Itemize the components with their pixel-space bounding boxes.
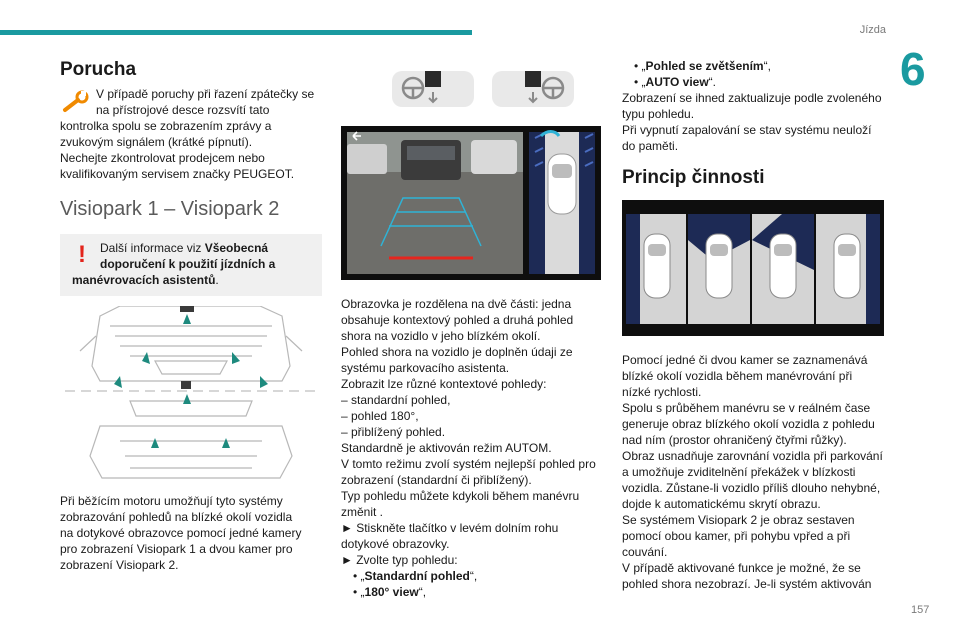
info-note [60,234,322,296]
note-prefix: Další informace viz [100,241,205,255]
column-1 [60,58,322,573]
body-line: nad ním (prostor ohraničený čtyřmi růžky). [622,433,847,447]
body-line: změnit . [341,505,384,519]
column-3 [622,58,884,592]
car-front-camera-illustration [60,306,322,481]
view-type-bullet: • „AUTO view“. [634,75,717,89]
fault-line: zvukovým signálem (krátké pípnutí). [60,135,253,149]
chapter-number: 6 [900,43,926,95]
body-line: zobrazování pohledů na blízké okolí vozidla [60,510,293,524]
body-line: pohled shora nezobrazí. Je-li systém aktivován [622,577,872,591]
view-mode-icons [341,70,601,112]
section-label: Jízda [859,24,886,36]
body-line: Se systémem Visiopark 2 je obraz sestaven [622,513,855,527]
fault-line: na přístrojové desce rozsvítí tato [96,103,270,117]
note-bold-link: Všeobecná doporučení k použití jízdních a manévrovacích asistentů [72,241,276,287]
body-line: – standardní pohled, [341,393,451,407]
body-line: shora na vozidlo v jeho blízkém okolí. [341,329,541,343]
camera-screen-illustration [341,126,601,280]
body-line: Spolu s průběhem manévru se v reálném čase [622,401,871,415]
body-line: pomocí obou kamer, při pohybu vpřed a při [622,529,851,543]
body-line: a umožňuje zviditelnění překážek v blízkosti [622,465,856,479]
body-line: dojde k automatickému skrytí obrazu. [622,497,821,511]
body-line: ► Stiskněte tlačítko v levém dolním rohu [341,521,559,535]
body-line: V případě aktivované funkce je možné, že se [622,561,861,575]
principle-title: Princip činnosti [622,167,765,188]
steering-wheel-forward-icon [491,70,575,108]
top-view-sequence-illustration [622,200,884,336]
column-2 [341,70,601,600]
fault-title: Porucha [60,59,137,80]
view-type-bullet: • „Standardní pohled“, [353,569,478,583]
fault-line: V případě poruchy při řazení zpátečky se [96,87,315,101]
view-type-bullet: • „Pohled se zvětšením“, [634,59,771,73]
body-line: Obrazovka je rozdělena na dvě části: jedna [341,297,572,311]
body-line: V tomto režimu zvolí systém nejlepší pohled pro [341,457,596,471]
body-line: ► Zvolte typ pohledu: [341,553,458,567]
body-line: nízké rychlosti. [622,385,702,399]
body-line: blízké okolí vozidla během manévrování při [622,369,853,383]
fault-line: Nechejte zkontrolovat prodejcem nebo [60,151,265,165]
wrench-warning-icon [60,88,92,118]
body-line: do paměti. [622,139,679,153]
body-line: Pomocí jedné či dvou kamer se zaznamenává [622,353,868,367]
body-line: zobrazení Visiopark 2. [60,558,179,572]
steering-wheel-reverse-icon [391,70,475,108]
body-line: Standardně je aktivován režim AUTOM. [341,441,552,455]
body-line: Při běžícím motoru umožňují tyto systémy [60,494,283,508]
body-line: Typ pohledu můžete kdykoli během manévru [341,489,580,503]
fault-line: kvalifikovaným servisem značky PEUGEOT. [60,167,295,181]
body-line: Při vypnutí zapalování se stav systému neuloží [622,123,872,137]
body-line: – pohled 180°, [341,409,419,423]
fault-paragraph [60,86,322,182]
top-accent-bar [0,30,472,35]
body-line: systému parkovacího asistenta. [341,361,510,375]
body-line: Zobrazení se ihned zaktualizuje podle zvoleného [622,91,882,105]
body-line: typu pohledu. [622,107,695,121]
body-line: pro zobrazení Visiopark 1 a dvou kamer pro [60,542,293,556]
body-line: dotykové obrazovky. [341,537,450,551]
body-line: zobrazení (standardní či přiblížený). [341,473,532,487]
body-line: na dotykové obrazovce pomocí jedné kamery [60,526,302,540]
note-suffix: . [215,273,219,287]
body-line: Obraz usnadňuje zarovnání vozidla při parkování [622,449,883,463]
body-line: vozidla. Zůstane-li vozidlo příliš dlouho nehybné, [622,481,881,495]
body-line: Zobrazit lze různé kontextové pohledy: [341,377,547,391]
exclamation-icon: ! [78,241,86,268]
page-number: 157 [911,604,930,616]
body-line: obsahuje kontextový pohled a druhá pohled [341,313,574,327]
body-line: couvání. [622,545,668,559]
fault-line: kontrolka spolu se zobrazením zprávy a [60,119,272,133]
visiopark-title: Visiopark 1 – Visiopark 2 [60,198,280,220]
body-line: generuje obraz blízkého okolí vozidla z pohledu [622,417,875,431]
body-line: Pohled shora na vozidlo je doplněn údaji ze [341,345,573,359]
view-type-bullet: • „180° view“, [353,585,427,599]
body-line: – přiblížený pohled. [341,425,446,439]
